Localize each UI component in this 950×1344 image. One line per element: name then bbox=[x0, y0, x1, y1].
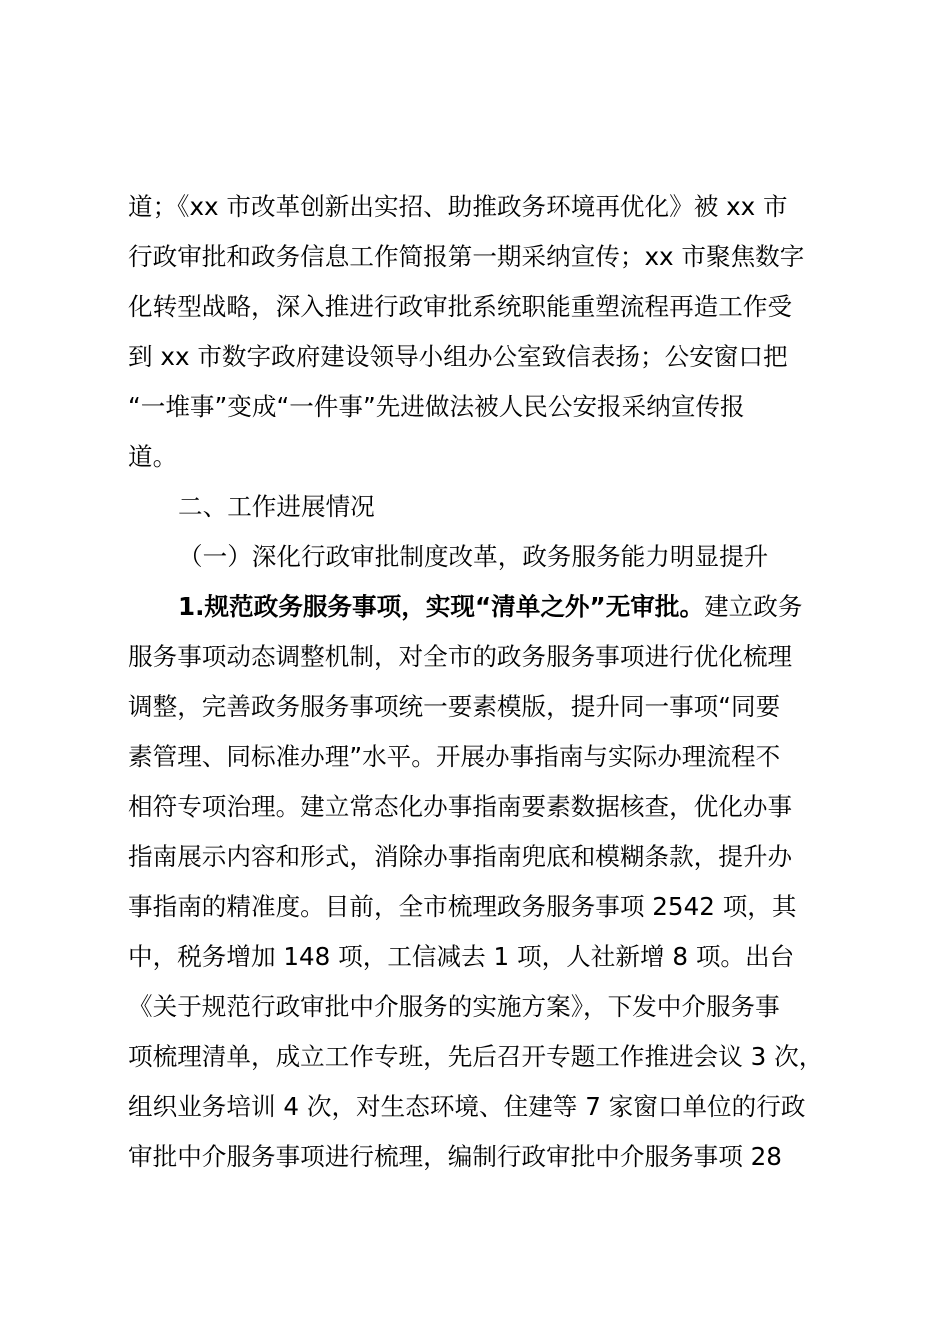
item-1-line: 素管理、同标准办理”水平。开展办事指南与实际办理流程不 bbox=[128, 742, 781, 771]
section-heading: 二、工作进展情况 bbox=[178, 492, 375, 521]
item-1-first-line bbox=[128, 582, 838, 632]
item-1-text-start: 建立政务 bbox=[704, 592, 803, 621]
item-1-title: 1.规范政务服务事项，实现“清单之外”无审批。 bbox=[178, 592, 705, 621]
item-1-line: 指南展示内容和形式，消除办事指南兜底和模糊条款，提升办 bbox=[128, 842, 793, 871]
subsection-heading: （一）深化行政审批制度改革，政务服务能力明显提升 bbox=[178, 542, 769, 571]
item-1-line: 服务事项动态调整机制，对全市的政务服务事项进行优化梳理 bbox=[128, 642, 793, 671]
document-body bbox=[128, 182, 838, 1182]
paragraph-line: 行政审批和政务信息工作简报第一期采纳宣传；xx 市聚焦数字 bbox=[128, 242, 805, 271]
item-1-line: 项梳理清单，成立工作专班，先后召开专题工作推进会议 3 次， bbox=[128, 1042, 824, 1071]
item-1-line: 调整，完善政务服务事项统一要素模版，提升同一事项“同要 bbox=[128, 692, 781, 721]
paragraph-line: “一堆事”变成“一件事”先进做法被人民公安报采纳宣传报 bbox=[128, 392, 745, 421]
item-1-line: 事指南的精准度。目前，全市梳理政务服务事项 2542 项，其 bbox=[128, 892, 797, 921]
item-1-line: 相符专项治理。建立常态化办事指南要素数据核查，优化办事 bbox=[128, 792, 793, 821]
paragraph-line: 化转型战略，深入推进行政审批系统职能重塑流程再造工作受 bbox=[128, 292, 793, 321]
item-1-line: 《关于规范行政审批中介服务的实施方案》，下发中介服务事 bbox=[128, 992, 780, 1021]
paragraph-line: 道。 bbox=[128, 442, 178, 471]
item-1-line: 中，税务增加 148 项，工信减去 1 项，人社新增 8 项。出台 bbox=[128, 942, 795, 971]
paragraph-line: 到 xx 市数字政府建设领导小组办公室致信表扬；公安窗口把 bbox=[128, 342, 788, 371]
paragraph-line: 道；《xx 市改革创新出实招、助推政务环境再优化》被 xx 市 bbox=[128, 192, 788, 221]
item-1-line: 组织业务培训 4 次，对生态环境、住建等 7 家窗口单位的行政 bbox=[128, 1092, 806, 1121]
item-1-line: 审批中介服务事项进行梳理，编制行政审批中介服务事项 28 bbox=[128, 1142, 782, 1171]
